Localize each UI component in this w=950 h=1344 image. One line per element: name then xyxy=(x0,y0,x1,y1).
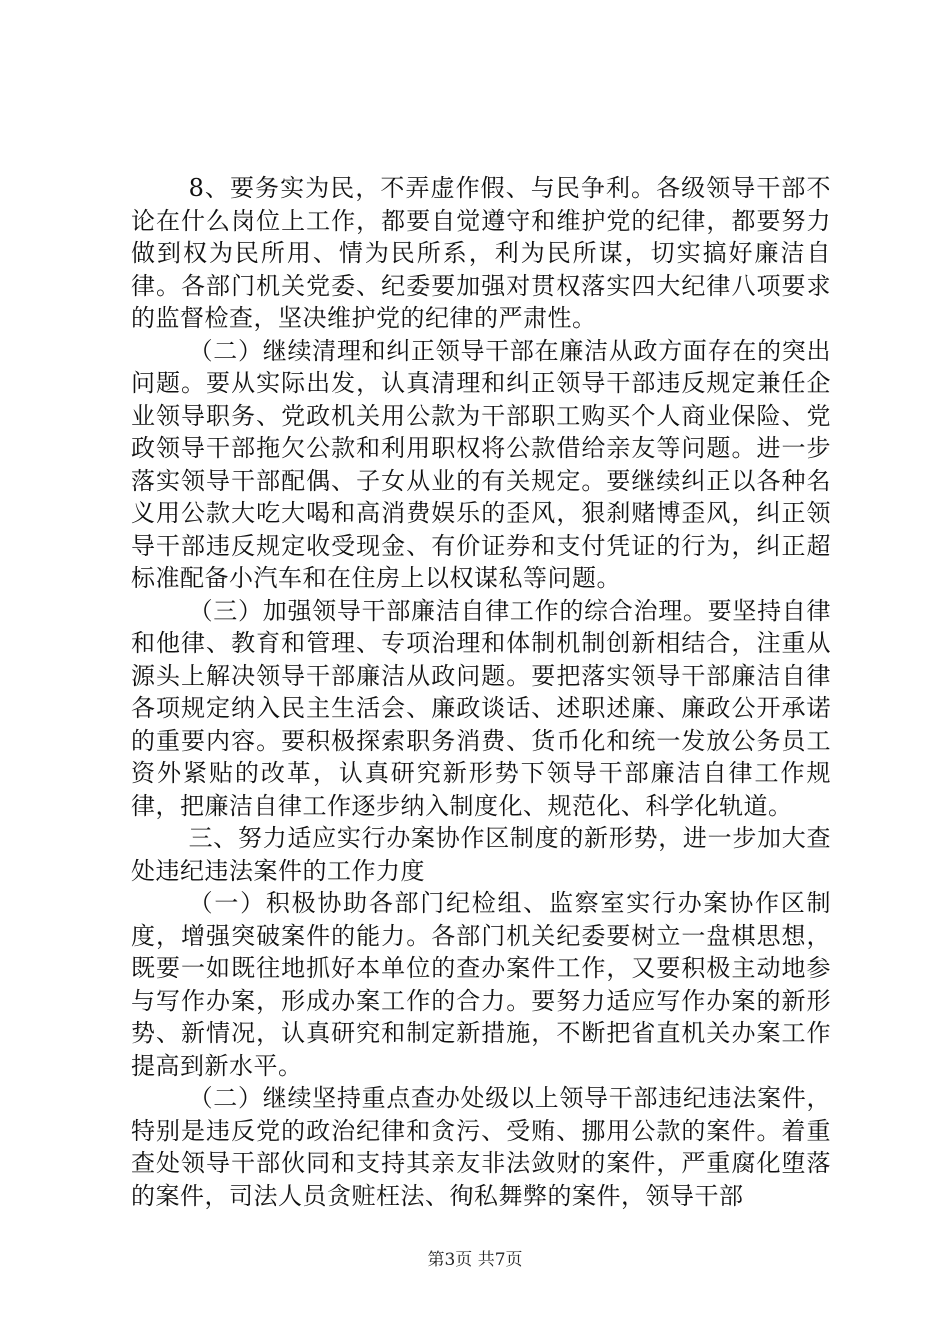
paragraph-section-3-2: （二）继续坚持重点查办处级以上领导干部违纪违法案件，特别是违反党的政治纪律和贪污、受贿、挪用公款的案件。着重查处领导干部伙同和支持其亲友非法敛财的案件，严重腐化堕落的案件，司法人员贪赃枉法、徇私舞弊的案件，领导干部 xyxy=(131,1084,831,1210)
paragraph-section-2-3: （三）加强领导干部廉洁自律工作的综合治理。要坚持自律和他律、教育和管理、专项治理和体制机制创新相结合，注重从源头上解决领导干部廉洁从政问题。要把落实领导干部廉洁自律各项规定纳入民主生活会、廉政谈话、述职述廉、廉政公开承诺的重要内容。要积极探索职务消费、货币化和统一发放公务员工资外紧贴的改革，认真研究新形势下领导干部廉洁自律工作规律，把廉洁自律工作逐步纳入制度化、规范化、科学化轨道。 xyxy=(131,596,831,820)
document-body xyxy=(131,172,831,1212)
paragraph-section-2-2: （二）继续清理和纠正领导干部在廉洁从政方面存在的突出问题。要从实际出发，认真清理和纠正领导干部违反规定兼任企业领导职务、党政机关用公款为干部职工购买个人商业保险、党政领导干部拖欠公款和利用职权将公款借给亲友等问题。进一步落实领导干部配偶、子女从业的有关规定。要继续纠正以各种名义用公款大吃大喝和高消费娱乐的歪风，狠刹赌博歪风，纠正领导干部违反规定收受现金、有价证券和支付凭证的行为，纠正超标准配备小汽车和在住房上以权谋私等问题。 xyxy=(131,336,831,592)
page-footer: 第3页 共7页 xyxy=(427,1250,523,1270)
paragraph-section-3-1: （一）积极协助各部门纪检组、监察室实行办案协作区制度，增强突破案件的能力。各部门机关纪委要树立一盘棋思想，既要一如既往地抓好本单位的查办案件工作，又要积极主动地参与写作办案，形成办案工作的合力。要努力适应写作办案的新形势、新情况，认真研究和制定新措施，不断把省直机关办案工作提高到新水平。 xyxy=(131,889,831,1080)
section-heading-3: 三、努力适应实行办案协作区制度的新形势，进一步加大查处违纪违法案件的工作力度 xyxy=(131,824,831,885)
paragraph-item-8: 8、要务实为民，不弄虚作假、与民争利。各级领导干部不论在什么岗位上工作，都要自觉遵守和维护党的纪律，都要努力做到权为民所用、情为民所系，利为民所谋，切实搞好廉洁自律。各部门机关党委、纪委要加强对贯权落实四大纪律八项要求的监督检查，坚决维护党的纪律的严肃性。 xyxy=(131,174,831,332)
